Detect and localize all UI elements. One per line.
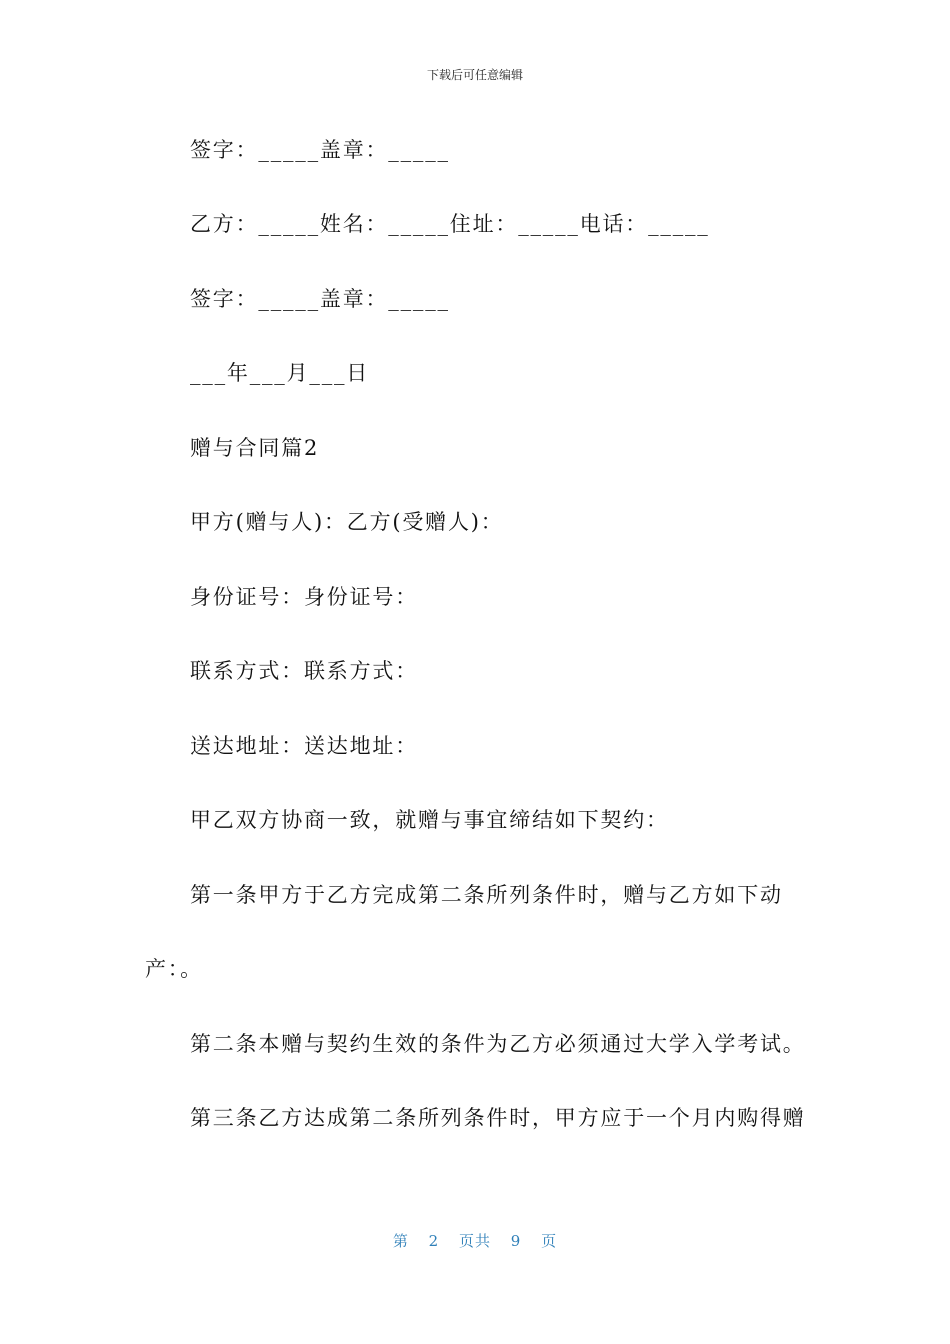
- header-note: 下载后可任意编辑: [426, 68, 523, 82]
- article-3-line-1: 第三条乙方达成第二条所列条件时，甲方应于一个月内购得赠: [190, 1106, 806, 1130]
- page-footer: [0, 1230, 950, 1251]
- agreement-intro: 甲乙双方协商一致，就赠与事宜缔结如下契约：: [190, 808, 669, 832]
- footer-page-total: 9: [510, 1232, 522, 1250]
- article-1-line-1: 第一条甲方于乙方完成第二条所列条件时，赠与乙方如下动: [190, 883, 783, 907]
- footer-page-number: 2: [428, 1232, 440, 1250]
- signature-line-party-b: 签字：_____盖章：_____: [190, 287, 450, 311]
- address-line: 送达地址：送达地址：: [190, 734, 418, 758]
- signature-line-party-a: 签字：_____盖章：_____: [190, 138, 450, 162]
- footer-suffix: 页: [541, 1232, 558, 1250]
- contact-line: 联系方式：联系方式：: [190, 659, 418, 683]
- id-number-line: 身份证号：身份证号：: [190, 585, 418, 609]
- party-b-info-line: 乙方：_____姓名：_____住址：_____电话：_____: [190, 212, 710, 236]
- article-2: 第二条本赠与契约生效的条件为乙方必须通过大学入学考试。: [190, 1032, 806, 1056]
- article-1-line-2: 产：。: [145, 957, 203, 981]
- section-title: 赠与合同篇2: [190, 436, 320, 460]
- date-line: ___年___月___日: [190, 361, 370, 385]
- parties-line: 甲方(赠与人)：乙方(受赠人)：: [190, 510, 504, 534]
- footer-mid: 页共: [458, 1232, 491, 1250]
- footer-prefix: 第: [392, 1232, 409, 1250]
